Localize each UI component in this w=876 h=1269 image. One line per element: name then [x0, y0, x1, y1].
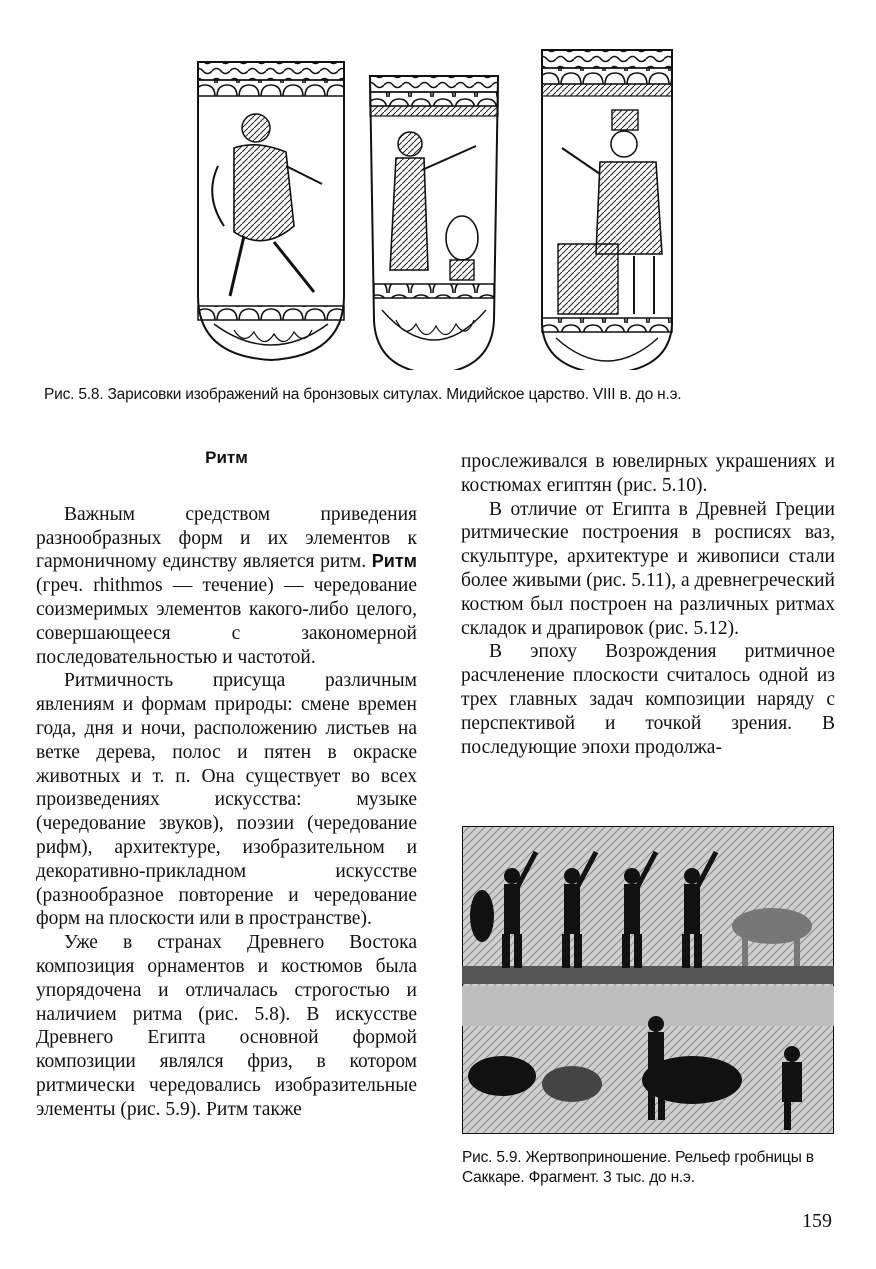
situlas-illustration	[186, 40, 684, 370]
paragraph-3: Уже в странах Древнего Востока композиция орнаментов и костюмов была упорядочена и отличалась строгостью и наличием ритма (рис. 5.8). В искусстве Древнего Египта основной формой композиции являлся фриз, в котором ритмически чередовались изобразительные элементы (рис. 5.9). Ритм также	[36, 932, 417, 1120]
section-heading: Ритм	[205, 448, 248, 467]
right-column	[461, 450, 835, 759]
paragraph-1-definition: (греч. rhithmos — течение) — чередование соизмеримых элементов какого-либо целого, совершающееся с закономерной последовательностью и частотой.	[36, 575, 417, 668]
paragraph-1	[36, 503, 417, 670]
saqqara-relief-drawing	[462, 826, 834, 1134]
figure-5-8-caption: Рис. 5.8. Зарисовки изображений на бронзовых ситулах. Мидийское царство. VIII в. до н.э.	[44, 386, 682, 403]
term-rhythm: Ритм	[371, 551, 417, 572]
paragraph-2: Ритмичность присуща различным явлениям и формам природы: смене времен года, дня и ночи, расположению листьев на ветке дерева, полос и пятен в окраске животных и т. п. Она существует во всех произведениях искусства: музыке (чередование звуков), поэзии (чередование рифм), архитектуре, изобразительном и декоративно-прикладном искусстве (разнообразное повторение и чередование форм на плоскости или в пространстве).	[36, 670, 417, 930]
situla-1	[198, 62, 344, 360]
left-column	[36, 446, 417, 1122]
situlas-drawing	[186, 40, 684, 370]
right-paragraph-3: В эпоху Возрождения ритмичное расчленение плоскости считалось одной из трех главных задач композиции наряду с перспективой и точкой зрения. В последующие эпохи продолжа-	[461, 641, 835, 758]
relief-image	[462, 826, 834, 1134]
paragraph-1-text: Важным средством приведения разнообразных форм и их элементов к гармоничному единству является ритм.	[36, 503, 417, 573]
right-paragraph-1: прослеживался в ювелирных украшениях и костюмах египтян (рис. 5.10).	[461, 451, 835, 496]
page-number: 159	[802, 1210, 832, 1232]
figure-5-9-caption: Рис. 5.9. Жертвоприношение. Рельеф гробницы в Саккаре. Фрагмент. 3 тыс. до н.э.	[462, 1149, 814, 1186]
situla-2	[370, 76, 498, 370]
situla-3	[542, 50, 672, 370]
right-paragraph-2: В отличие от Египта в Древней Греции ритмические построения в росписях ваз, скульптуре, архитектуре и живописи стали более живыми (рис. 5.11), а древнегреческий костюм был построен на различных ритмах складок и драпировок (рис. 5.12).	[461, 498, 835, 639]
